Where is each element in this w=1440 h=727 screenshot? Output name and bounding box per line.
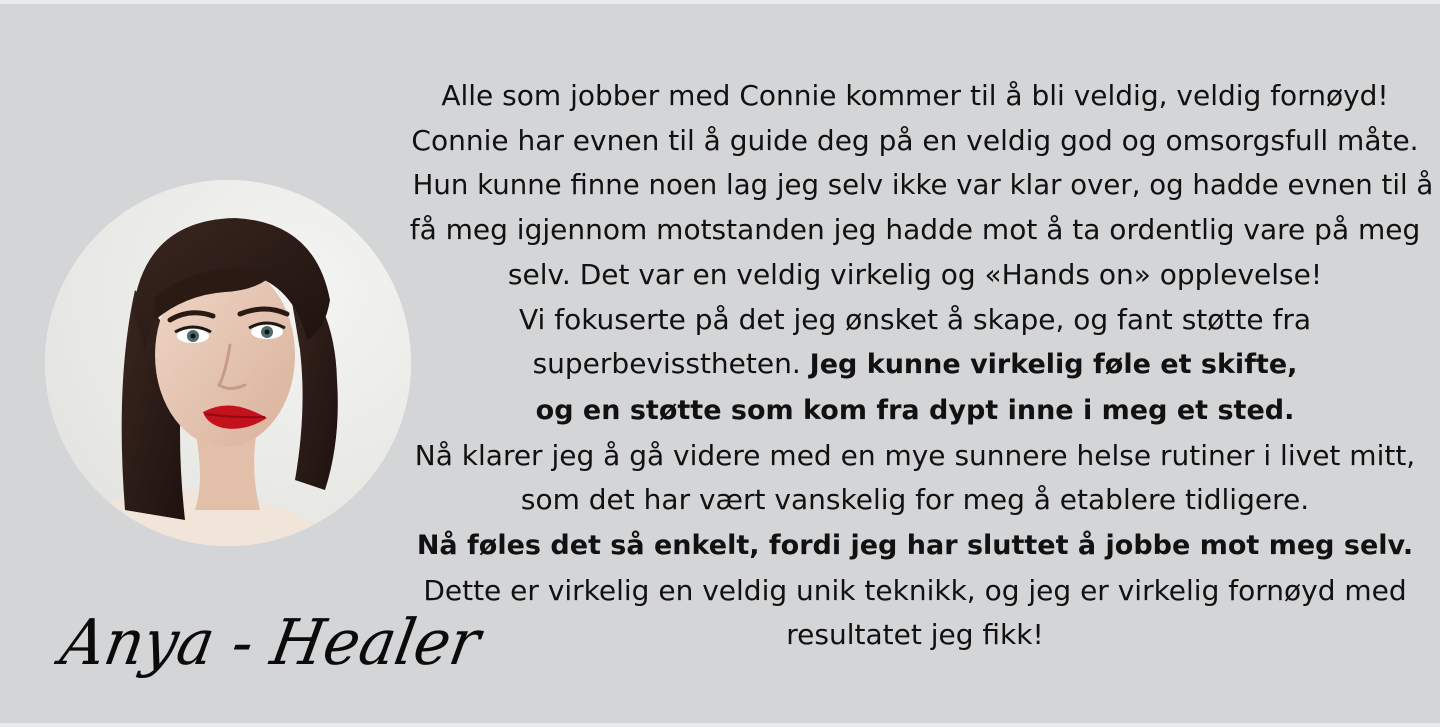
testimonial-line bbox=[405, 569, 1425, 614]
line-text: få meg igjennom motstanden jeg hadde mot å ta ordentlig vare på meg bbox=[409, 213, 1421, 247]
line-bold-text: Jeg kunne virkelig føle et skifte, bbox=[809, 349, 1298, 381]
testimonial-line bbox=[405, 613, 1425, 658]
testimonial-line bbox=[405, 119, 1425, 164]
line-text: Alle som jobber med Connie kommer til å bli veldig, veldig fornøyd! bbox=[441, 79, 1389, 112]
line-text: Dette er virkelig en veldig unik teknikk, og jeg er virkelig fornøyd med bbox=[423, 573, 1407, 607]
testimonial-line bbox=[405, 388, 1425, 434]
testimonial-line bbox=[405, 298, 1425, 343]
line-text: Connie har evnen til å guide deg på en veldig god og omsorgsfull måte. bbox=[411, 123, 1419, 157]
testimonial-line bbox=[405, 342, 1425, 388]
testimonial-line bbox=[412, 163, 1434, 208]
testimonial-line bbox=[405, 478, 1425, 523]
top-border bbox=[0, 0, 1440, 4]
line-text: selv. Det var en veldig virkelig og «Hands on» opplevelse! bbox=[507, 257, 1323, 291]
line-text: som det har vært vanskelig for meg å etablere tidligere. bbox=[520, 483, 1310, 517]
testimonial-line bbox=[405, 208, 1425, 253]
line-text: Vi fokuserte på det jeg ønsket å skape, og fant støtte fra bbox=[519, 302, 1311, 336]
line-text: superbevisstheten. bbox=[532, 347, 810, 381]
testimonial-text bbox=[405, 74, 1434, 658]
line-bold-text: Nå føles det så enkelt, fordi jeg har sluttet å jobbe mot meg selv. bbox=[416, 530, 1414, 562]
bottom-border bbox=[0, 723, 1440, 727]
signature: Anya - Healer bbox=[55, 606, 486, 680]
testimonial-line bbox=[405, 74, 1425, 119]
portrait-illustration bbox=[45, 180, 411, 546]
line-text: Nå klarer jeg å gå videre med en mye sunnere helse rutiner i livet mitt, bbox=[414, 438, 1416, 472]
testimonial-line bbox=[405, 523, 1425, 569]
line-text: Hun kunne finne noen lag jeg selv ikke var klar over, og hadde evnen til å bbox=[412, 168, 1434, 202]
profile-photo bbox=[45, 180, 411, 546]
line-text: resultatet jeg fikk! bbox=[786, 618, 1044, 652]
testimonial-line bbox=[405, 253, 1425, 298]
testimonial-line bbox=[405, 434, 1425, 479]
line-bold-text: og en støtte som kom fra dypt inne i meg et sted. bbox=[535, 394, 1295, 426]
